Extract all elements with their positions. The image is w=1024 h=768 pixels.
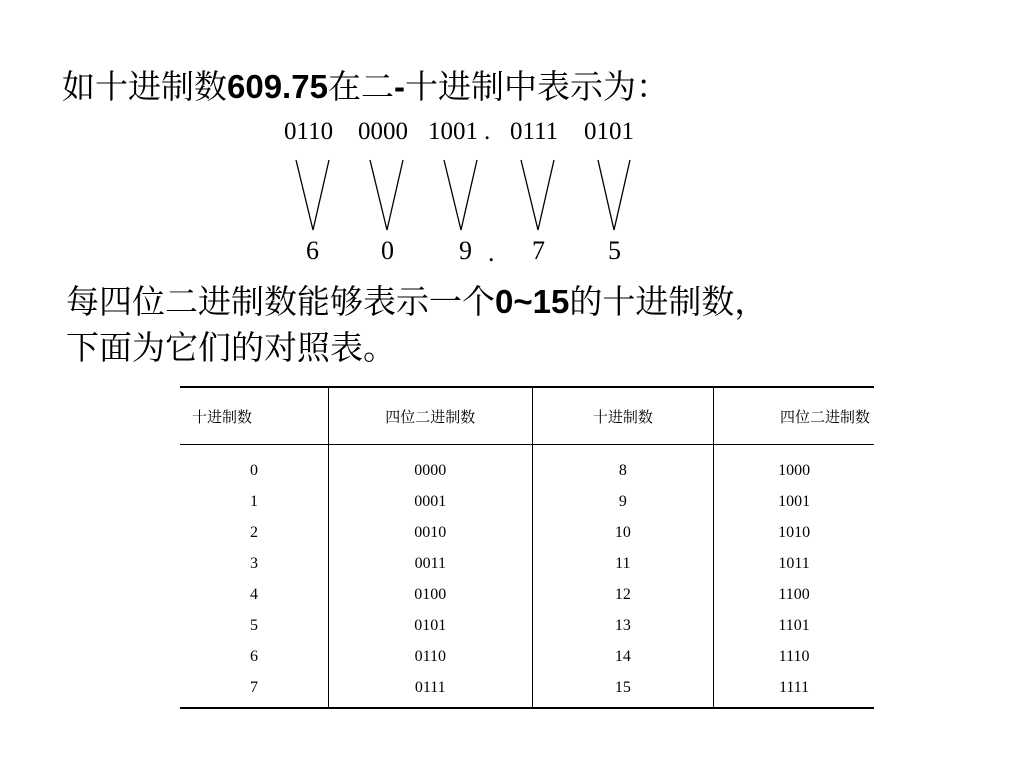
heading-suffix: 十进制中表示为： (404, 67, 669, 106)
binary-cell: 0000 (329, 445, 532, 487)
decimal-cell: 13 (532, 610, 714, 641)
description-line-1 (66, 279, 767, 325)
binary-cell: 1010 (778, 523, 811, 541)
description-paragraph (66, 279, 767, 371)
column-header: 十进制数 (180, 387, 329, 445)
table-body (180, 445, 874, 709)
binary-cell: 0110 (329, 641, 532, 672)
decimal-cell: 15 (532, 672, 714, 708)
table-row (180, 517, 874, 548)
binary-cell: 1111 (714, 672, 874, 708)
table-row (180, 579, 874, 610)
decimal-digit: 9 (459, 236, 472, 265)
conversion-table (180, 386, 874, 709)
binary-cell: 1101 (778, 616, 810, 634)
decimal-cell: 9 (532, 486, 714, 517)
column-header: 四位二进制数 (329, 387, 532, 445)
mapping-line (370, 160, 403, 230)
table-header-row (180, 387, 874, 445)
table-row (180, 641, 874, 672)
decimal-digit: 0 (381, 236, 394, 265)
table-row (180, 486, 874, 517)
binary-group: 0110 (284, 118, 334, 145)
decimal-cell: 11 (532, 548, 714, 579)
decimal-cell: 1 (180, 486, 329, 517)
mapping-line (444, 160, 477, 230)
decimal-cell: 5 (180, 610, 329, 641)
table-row (180, 445, 874, 487)
binary-cell: 0100 (329, 579, 532, 610)
binary-cell: 1001 (778, 492, 811, 510)
table-row (180, 548, 874, 579)
decimal-cell: 12 (532, 579, 714, 610)
mapping-line (521, 160, 554, 230)
decimal-cell: 8 (532, 445, 714, 487)
binary-group: 0000 (358, 118, 408, 145)
binary-group: 1001 (428, 118, 478, 145)
heading-prefix: 如十进制数 (62, 67, 227, 106)
table-row (180, 610, 874, 641)
decimal-cell: 14 (532, 641, 714, 672)
decimal-digit: 5 (608, 236, 621, 265)
binary-point: . (484, 118, 491, 145)
decimal-cell: 0 (180, 445, 329, 487)
binary-group: 0111 (510, 118, 559, 145)
description-text: 的十进制数， (569, 282, 768, 321)
decimal-digit: 7 (532, 236, 545, 265)
mapping-line (598, 160, 630, 230)
decimal-point: . (488, 238, 495, 267)
binary-cell: 1000 (778, 461, 811, 479)
column-header: 四位二进制数 (714, 387, 874, 445)
binary-cell: 0111 (329, 672, 532, 708)
decimal-cell: 10 (532, 517, 714, 548)
range-text: 0~15 (495, 283, 570, 320)
description-line-2: 下面为它们的对照表。 (66, 328, 396, 367)
mapping-line (296, 160, 329, 230)
binary-cell: 1100 (778, 585, 810, 603)
binary-cell: 0010 (329, 517, 532, 548)
decimal-cell: 4 (180, 579, 329, 610)
heading-mid: 在二 (327, 67, 394, 106)
heading-number: 609.75 (227, 68, 328, 105)
decimal-cell: 2 (180, 517, 329, 548)
description-text: 每四位二进制数能够表示一个 (66, 282, 495, 321)
decimal-cell: 7 (180, 672, 329, 708)
binary-cell: 1011 (778, 554, 810, 572)
binary-cell: 0101 (329, 610, 532, 641)
column-header: 十进制数 (532, 387, 714, 445)
decimal-cell: 6 (180, 641, 329, 672)
decimal-cell: 3 (180, 548, 329, 579)
binary-cell: 0001 (329, 486, 532, 517)
table-row (180, 672, 874, 708)
binary-cell: 0011 (329, 548, 532, 579)
decimal-digit: 6 (306, 236, 319, 265)
binary-group: 0101 (584, 118, 634, 145)
heading-dash: - (393, 68, 405, 105)
binary-cell: 1110 (778, 647, 810, 665)
